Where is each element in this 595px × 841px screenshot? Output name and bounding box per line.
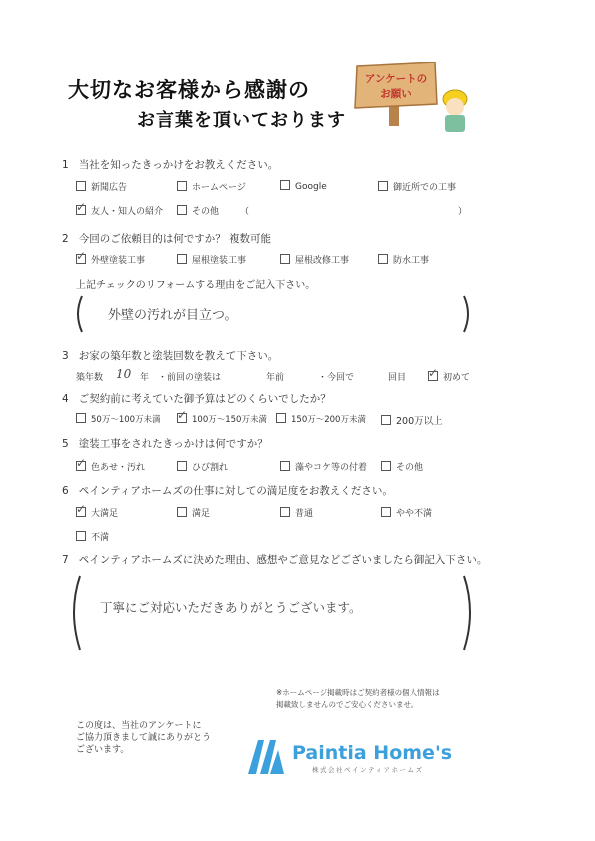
checkbox-checked[interactable] [76,249,87,264]
survey-sign [353,62,439,126]
checkbox-checked[interactable] [76,456,87,471]
q1-option-other[interactable]: その他 [177,204,219,217]
question-3: 3 お家の築年数と塗装回数を教えて下さい。 [62,350,279,362]
page-title-line1: 大切なお客様から感謝の [68,77,310,102]
q4-option-100-150[interactable]: ✓ 100万～150万未満 [177,408,267,425]
checkbox-checked[interactable] [76,502,87,517]
checkbox[interactable] [378,181,388,191]
checkbox[interactable] [177,507,187,517]
q2-option-waterproofing[interactable]: 防水工事 [378,253,429,266]
checkbox[interactable] [280,507,290,517]
sign-line1: アンケートの [364,73,428,85]
q3-current-label: ・今回で [318,373,355,383]
question-6: 6 ペインティアホームズの仕事に対しての満足度をお教えください。 [62,485,393,497]
checkbox[interactable] [280,461,290,471]
question-4: 4 ご契約前に考えていた御予算はどのくらいでしたか？ [62,393,331,405]
q2-reason-label: 上記チェックのリフォームする理由をご記入下さい。 [76,280,316,291]
q3-age-value[interactable]: 10 [116,367,132,381]
q3-count-unit: 回目 [388,373,407,383]
question-7: 7 ペインティアホームズに決めた理由、感想やご意見などございましたら御記入下さい。 [62,554,488,566]
checkbox[interactable] [177,254,187,264]
checkbox-checked[interactable] [76,200,87,215]
q4-option-150-200[interactable]: 150万～200万未満 [276,413,366,425]
q3-age-unit: 年 [140,373,150,383]
q3-age-label: 築年数 [76,373,104,383]
checkbox[interactable] [177,461,187,471]
q6-option-somewhat-dissatisfied[interactable]: やや不満 [381,506,432,519]
q2-reason-answer[interactable]: 外壁の汚れが目立つ。 [108,308,238,323]
check-mark-icon: ✓ [76,502,87,516]
q5-option-cracks[interactable]: ひび割れ [177,460,228,473]
checkbox[interactable] [76,531,86,541]
check-mark-icon: ✓ [177,408,188,422]
checkbox[interactable] [276,413,286,423]
checkbox[interactable] [381,415,391,425]
q5-option-algae-moss[interactable]: 藻やコケ等の付着 [280,460,367,473]
q3-prev-label: ・前回の塗装は [158,373,222,383]
q5-option-other[interactable]: その他 [381,460,423,473]
q1-option-homepage[interactable]: ホームページ [177,180,246,193]
q7-comment-answer[interactable]: 丁寧にご対応いただきありがとうございます。 [100,600,362,615]
checkbox[interactable] [76,181,86,191]
page-title-line2: お言葉を頂いております [137,110,346,131]
q1-option-google[interactable]: Google [280,180,327,192]
privacy-note: ※ホームページ掲載時はご契約者様の個人情報は 掲載致しませんのでご安心くださいませ。 [276,688,440,709]
q2-option-exterior-wall[interactable]: ✓ 外壁塗装工事 [76,249,146,266]
checkbox[interactable] [280,180,290,190]
q3-prev-unit: 年前 [266,373,285,383]
question-5: 5 塗装工事をされたきっかけは何ですか？ [62,438,268,450]
check-mark-icon: ✓ [76,456,87,470]
q4-option-200-plus[interactable]: 200万以上 [381,413,443,427]
q2-option-roof-paint[interactable]: 屋根塗装工事 [177,253,246,266]
checkbox[interactable] [177,181,187,191]
q6-option-neutral[interactable]: 普通 [280,506,313,519]
check-mark-icon: ✓ [428,366,439,380]
checkbox[interactable] [378,254,388,264]
q4-option-50-100[interactable]: 50万～100万未満 [76,413,161,425]
q5-option-fading[interactable]: ✓ 色あせ・汚れ [76,456,146,473]
checkbox[interactable] [280,254,290,264]
checkbox[interactable] [177,205,187,215]
q2-option-roof-renovation[interactable]: 屋根改修工事 [280,253,349,266]
check-mark-icon: ✓ [76,200,87,214]
checkbox-checked[interactable] [177,408,188,423]
sign-line2: お願い [380,88,412,100]
checkbox[interactable] [381,461,391,471]
worker-mascot-icon [440,88,470,134]
q1-other-open-paren: （ [240,207,250,217]
q1-option-friend[interactable]: ✓ 友人・知人の紹介 [76,200,164,217]
checkbox[interactable] [76,413,86,423]
check-mark-icon: ✓ [76,249,87,263]
checkbox-checked[interactable] [428,366,439,381]
q6-option-very-satisfied[interactable]: ✓ 大満足 [76,502,119,519]
q6-option-dissatisfied[interactable]: 不満 [76,530,109,543]
q1-option-newspaper[interactable]: 新聞広告 [76,180,127,193]
thanks-message: この度は、当社のアンケートに ご協力頂きまして誠にありがとう ございます。 [76,721,212,755]
company-logo-subtitle: 株式会社ペインティアホームズ [312,766,424,774]
checkbox[interactable] [381,507,391,517]
q1-other-close-paren: ） [458,207,468,217]
question-1: 1 当社を知ったきっかけをお教えください。 [62,159,279,171]
q1-option-neighborhood[interactable]: 御近所での工事 [378,180,456,193]
q6-option-satisfied[interactable]: 満足 [177,506,210,519]
question-2: 2 今回のご依頼目的は何ですか？ 複数可能 [62,233,272,245]
company-logo-icon [246,736,286,776]
company-logo-name: Paintia Home's [292,742,453,764]
q3-option-first-time[interactable]: ✓ 初めて [428,366,471,383]
